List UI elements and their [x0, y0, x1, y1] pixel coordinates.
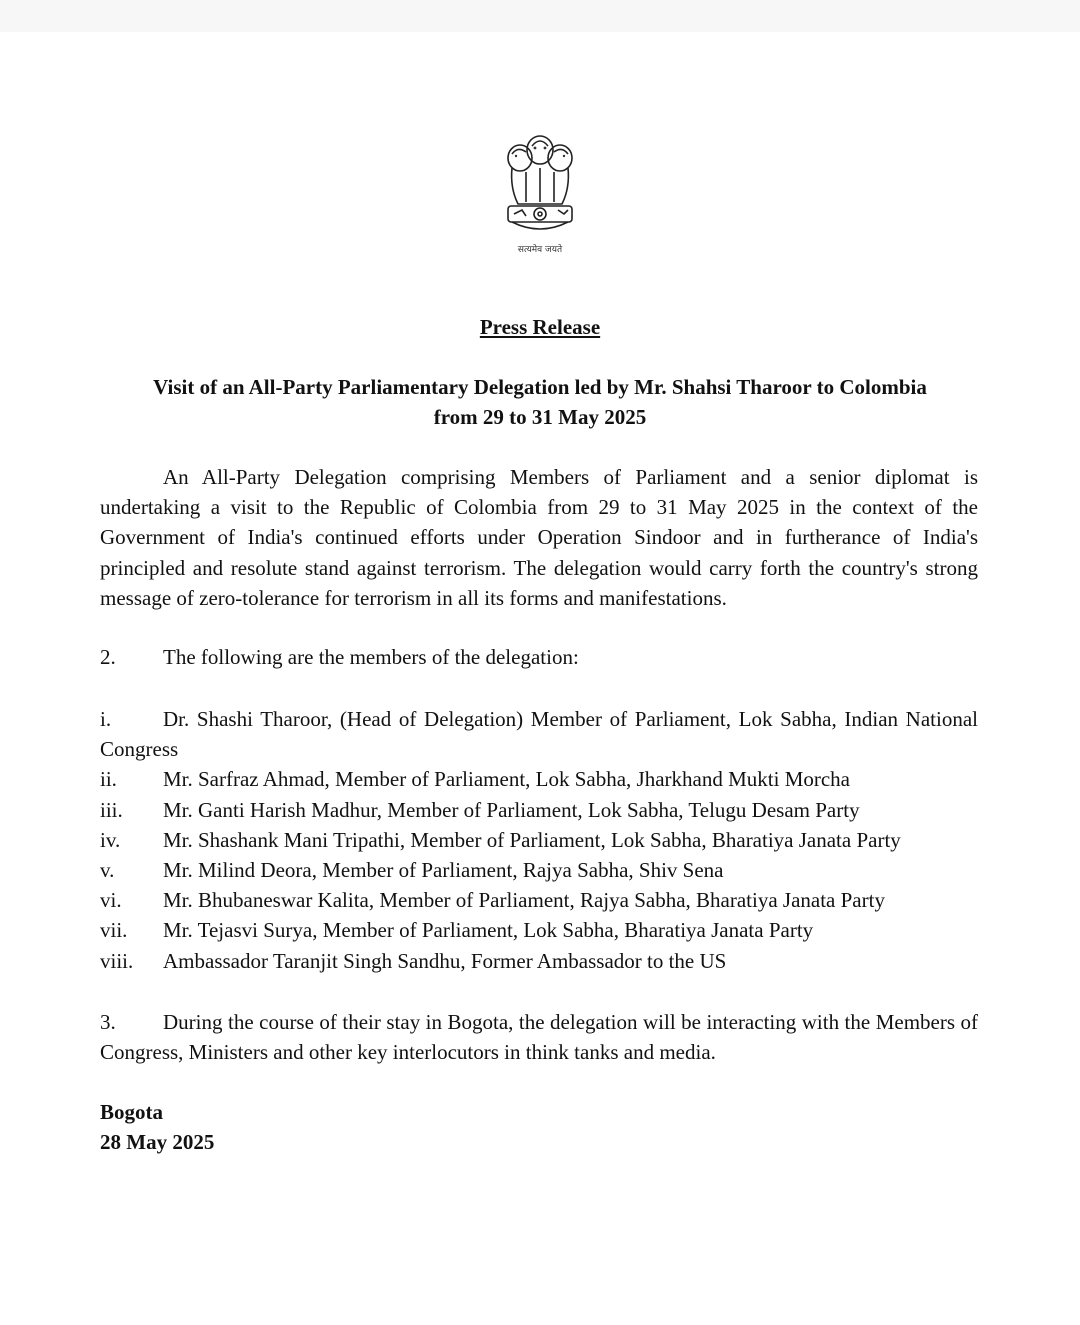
subtitle-line-1: Visit of an All-Party Parliamentary Delegation led by Mr. Shahsi Tharoor to Colombia: [153, 375, 927, 399]
list-item-numeral: vi.: [100, 888, 122, 913]
paragraph-3: [100, 1007, 978, 1067]
list-item-text: Mr. Tejasvi Surya, Member of Parliament, Lok Sabha, Bharatiya Janata Party: [163, 918, 814, 943]
list-item-numeral: v.: [100, 858, 115, 883]
subtitle: [100, 372, 980, 432]
list-item-text: Mr. Milind Deora, Member of Parliament, Rajya Sabha, Shiv Sena: [163, 858, 724, 883]
paragraph-2-text: The following are the members of the delegation:: [163, 645, 579, 669]
list-item: [100, 946, 978, 976]
paragraph-3-number: 3.: [100, 1010, 116, 1034]
paragraph-1: An All-Party Delegation comprising Members of Parliament and a senior diplomat is undertaking a visit to the Republic of Colombia from 29 to 31 May 2025 in the context of the Government of India's continued efforts under Operation Sindoor and in furtherance of India's principled and resolute stand against terrorism. The delegation would carry forth the country's strong message of zero-tolerance for terrorism in all its forms and manifestations.: [100, 465, 978, 610]
list-item-numeral: iv.: [100, 827, 121, 852]
list-item: [100, 764, 978, 794]
list-item-numeral: iii.: [100, 797, 123, 822]
list-item-text: Mr. Shashank Mani Tripathi, Member of Parliament, Lok Sabha, Bharatiya Janata Party: [163, 827, 901, 852]
list-item: [100, 704, 978, 764]
paragraph-2-number: 2.: [100, 645, 116, 669]
list-item-numeral: ii.: [100, 767, 117, 792]
list-item: [100, 825, 978, 855]
list-item-numeral: viii.: [100, 948, 134, 973]
list-item-text: Ambassador Taranjit Singh Sandhu, Former Ambassador to the US: [163, 948, 727, 973]
subtitle-line-2: from 29 to 31 May 2025: [433, 405, 647, 429]
place-line: Bogota: [100, 1100, 163, 1124]
emblem-motto: सत्यमेव जयते: [517, 245, 563, 255]
list-item-numeral: i.: [100, 707, 112, 731]
members-list: [100, 704, 978, 976]
date-line: 28 May 2025: [100, 1130, 215, 1154]
list-item-text: Dr. Shashi Tharoor, (Head of Delegation) Member of Parliament, Lok Sabha, Indian National Congress: [100, 707, 978, 762]
paragraph-3-text: During the course of their stay in Bogota, the delegation will be interacting with the Members of Congress, Ministers and other key interlocutors in think tanks and media.: [100, 1010, 978, 1065]
list-item-numeral: vii.: [100, 918, 128, 943]
national-emblem-icon: [498, 128, 582, 258]
list-item: [100, 855, 978, 885]
paragraph-2: [100, 642, 978, 672]
list-item: [100, 915, 978, 945]
document-page: [0, 32, 1080, 1325]
list-item: [100, 795, 978, 825]
list-item-text: Mr. Bhubaneswar Kalita, Member of Parliament, Rajya Sabha, Bharatiya Janata Party: [163, 888, 885, 913]
list-item-text: Mr. Ganti Harish Madhur, Member of Parliament, Lok Sabha, Telugu Desam Party: [163, 797, 860, 822]
list-item: [100, 885, 978, 915]
page-title: Press Release: [479, 315, 601, 339]
list-item-text: Mr. Sarfraz Ahmad, Member of Parliament, Lok Sabha, Jharkhand Mukti Morcha: [163, 767, 851, 792]
